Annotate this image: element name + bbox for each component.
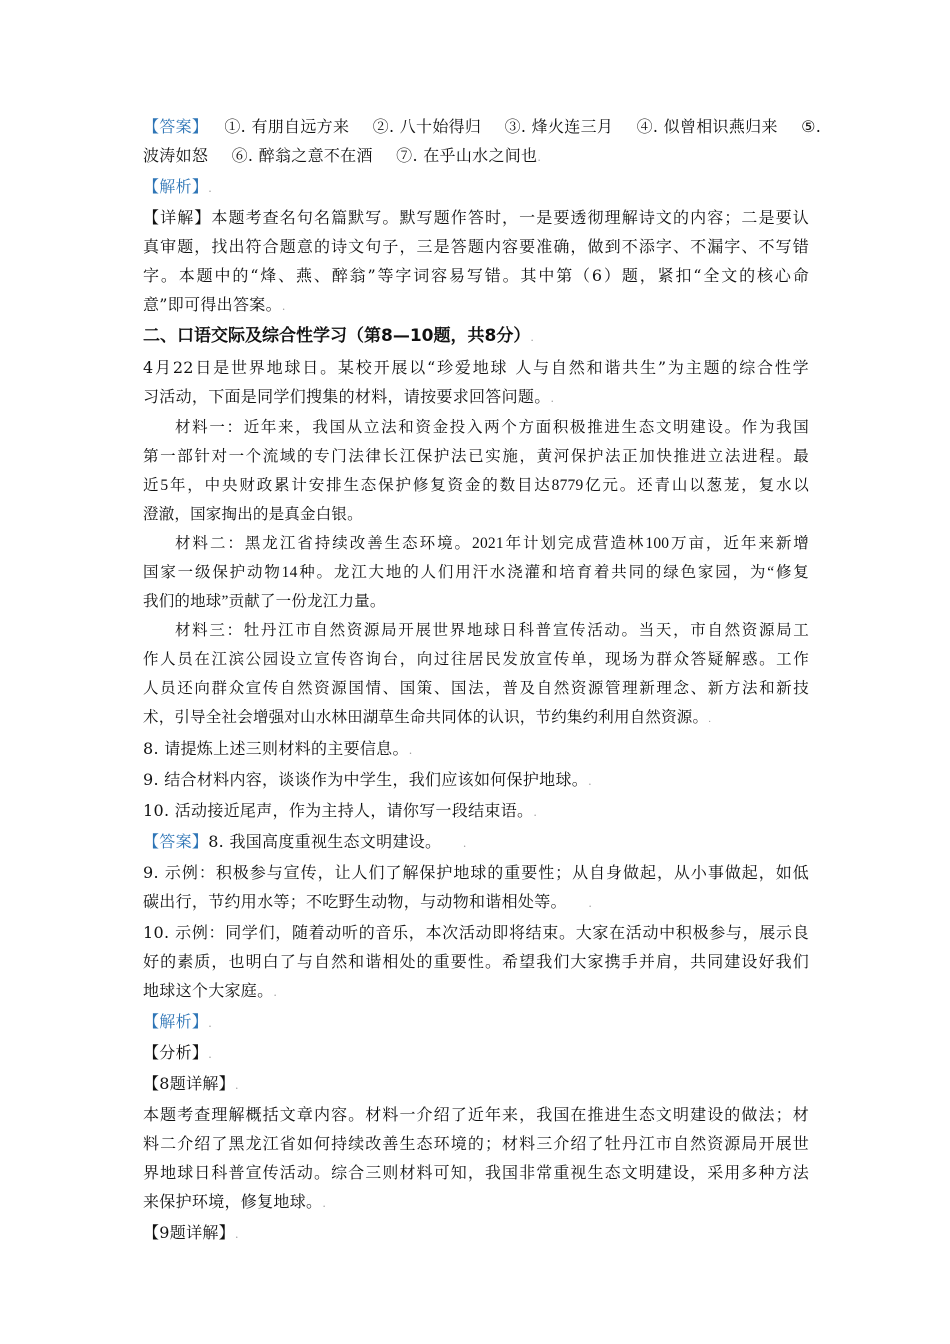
detail-paragraph	[143, 203, 809, 321]
answer-item: ②. 八十始得归	[372, 117, 482, 136]
answer-item: ③. 烽火连三月	[504, 117, 614, 136]
answer-tag: 【答案】	[143, 832, 209, 851]
detail-line: 界地球日科普宣传活动。综合三则材料可知，我国非常重视生态文明建设，采用多种方法	[143, 1163, 809, 1182]
answer-line: 好的素质，也明白了与自然和谐相处的重要性。希望我们大家携手并肩，共同建设好我们	[143, 952, 809, 971]
fenxi-heading: 【分析】.	[143, 1043, 212, 1062]
material-line: 作人员在江滨公园设立宣传咨询台，向过往居民发放宣传单，现场为群众答疑解惑。工作	[143, 651, 809, 668]
detail-line: 字。本题中的“烽、燕、醉翁”等字词容易写错。其中第（6）题，紧扣“全文的核心命	[143, 266, 809, 285]
material-three	[143, 616, 809, 734]
analysis-tag: 【解析】	[143, 177, 209, 196]
answer-line-2: 波涛如怒 ⑥. 醉翁之意不在酒 ⑦. 在乎山水之间也.	[143, 146, 542, 165]
analysis-heading-2: 【解析】.	[143, 1012, 212, 1031]
material-one	[143, 413, 809, 529]
answer-line: 9. 示例：积极参与宣传，让人们了解保护地球的重要性；从自身做起，从小事做起，如低	[143, 863, 809, 882]
detail-line: 本题考查理解概括文章内容。材料一介绍了近年来，我国在推进生态文明建设的做法；材	[143, 1105, 809, 1124]
material-line: 第一部针对一个流域的专门法律长江保护法已实施，黄河保护法正加快推进立法进程。最	[143, 448, 809, 465]
intro-line: 4月22日是世界地球日。某校开展以“珍爱地球 人与自然和谐共生”为主题的综合性学	[143, 358, 809, 377]
answer-item: 波涛如怒	[143, 146, 209, 165]
answer-8: 8. 我国高度重视生态文明建设。	[208, 832, 442, 851]
answer-line-1	[143, 112, 822, 141]
detail-line: 料二介绍了黑龙江省如何持续改善生态环境的；材料三介绍了牡丹江市自然资源局开展世	[143, 1134, 809, 1153]
answer-item: ⑤.	[801, 117, 822, 136]
analysis-heading: 【解析】.	[143, 177, 212, 196]
question-10: 10. 活动接近尾声，作为主持人，请你写一段结束语。.	[143, 801, 538, 820]
detail-line: 真审题，找出符合题意的诗文句子，三是答题内容要准确，做到不添字、不漏字、不写错	[143, 237, 809, 256]
material-line: 国家一级保护动物14种。龙江大地的人们用汗水浇灌和培育着共同的绿色家园，为“修复	[143, 564, 809, 581]
answer-line: 碳出行，节约用水等；不吃野生动物，与动物和谐相处等。 .	[143, 892, 593, 911]
section-heading: 二、口语交际及综合性学习（第8—10题，共8分）.	[143, 326, 534, 346]
material-line: 澄澈，国家掏出的是真金白银。	[143, 506, 363, 523]
answer-10	[143, 918, 809, 1007]
detail-8-heading: 【8题详解】.	[143, 1074, 239, 1093]
answer-line: 地球这个大家庭。.	[143, 981, 278, 1000]
detail-line: 意”即可得出答案。.	[143, 295, 286, 314]
intro-line: 习活动，下面是同学们搜集的材料，请按要求回答问题。.	[143, 387, 555, 406]
material-two	[143, 529, 809, 616]
answer-item: ①. 有朋自远方来	[224, 117, 350, 136]
material-line: 我们的地球”贡献了一份龙江力量。	[143, 593, 386, 610]
answer-9	[143, 858, 809, 918]
section-intro	[143, 353, 809, 413]
material-line: 材料一：近年来，我国从立法和资金投入两个方面积极推进生态文明建设。作为我国	[175, 419, 809, 436]
question-9: 9. 结合材料内容，谈谈作为中学生，我们应该如何保护地球。.	[143, 770, 592, 789]
answer-item: ④. 似曾相识燕归来	[636, 117, 778, 136]
document-page	[143, 112, 822, 1249]
answer-item: ⑦. 在乎山水之间也	[396, 146, 538, 165]
answer-line: 10. 示例：同学们，随着动听的音乐，本次活动即将结束。大家在活动中积极参与，展示良	[143, 923, 809, 942]
detail-9-heading: 【9题详解】.	[143, 1223, 239, 1242]
material-line: 近5年，中央财政累计安排生态保护修复资金的数目达8779亿元。还青山以葱茏，复水以	[143, 477, 809, 494]
material-line: 材料二：黑龙江省持续改善生态环境。2021年计划完成营造林100万亩，近年来新增	[175, 535, 809, 552]
answer-8-line: 【答案】8. 我国高度重视生态文明建设。 .	[143, 832, 467, 851]
detail-line: 【详解】本题考查名句名篇默写。默写题作答时，一是要透彻理解诗文的内容；二是要认	[143, 208, 809, 227]
material-line: 术，引导全社会增强对山水林田湖草生命共同体的认识，节约集约利用自然资源。.	[143, 709, 712, 726]
material-line: 人员还向群众宣传自然资源国情、国策、国法，普及自然资源管理新理念、新方法和新技	[143, 680, 809, 697]
material-line: 材料三：牡丹江市自然资源局开展世界地球日科普宣传活动。当天，市自然资源局工	[175, 622, 809, 639]
answer-tag: 【答案】	[143, 117, 209, 136]
detail-8-paragraph	[143, 1100, 809, 1218]
detail-line: 来保护环境，修复地球。.	[143, 1192, 327, 1211]
answer-item: ⑥. 醉翁之意不在酒	[231, 146, 373, 165]
question-8: 8. 请提炼上述三则材料的主要信息。.	[143, 739, 413, 758]
